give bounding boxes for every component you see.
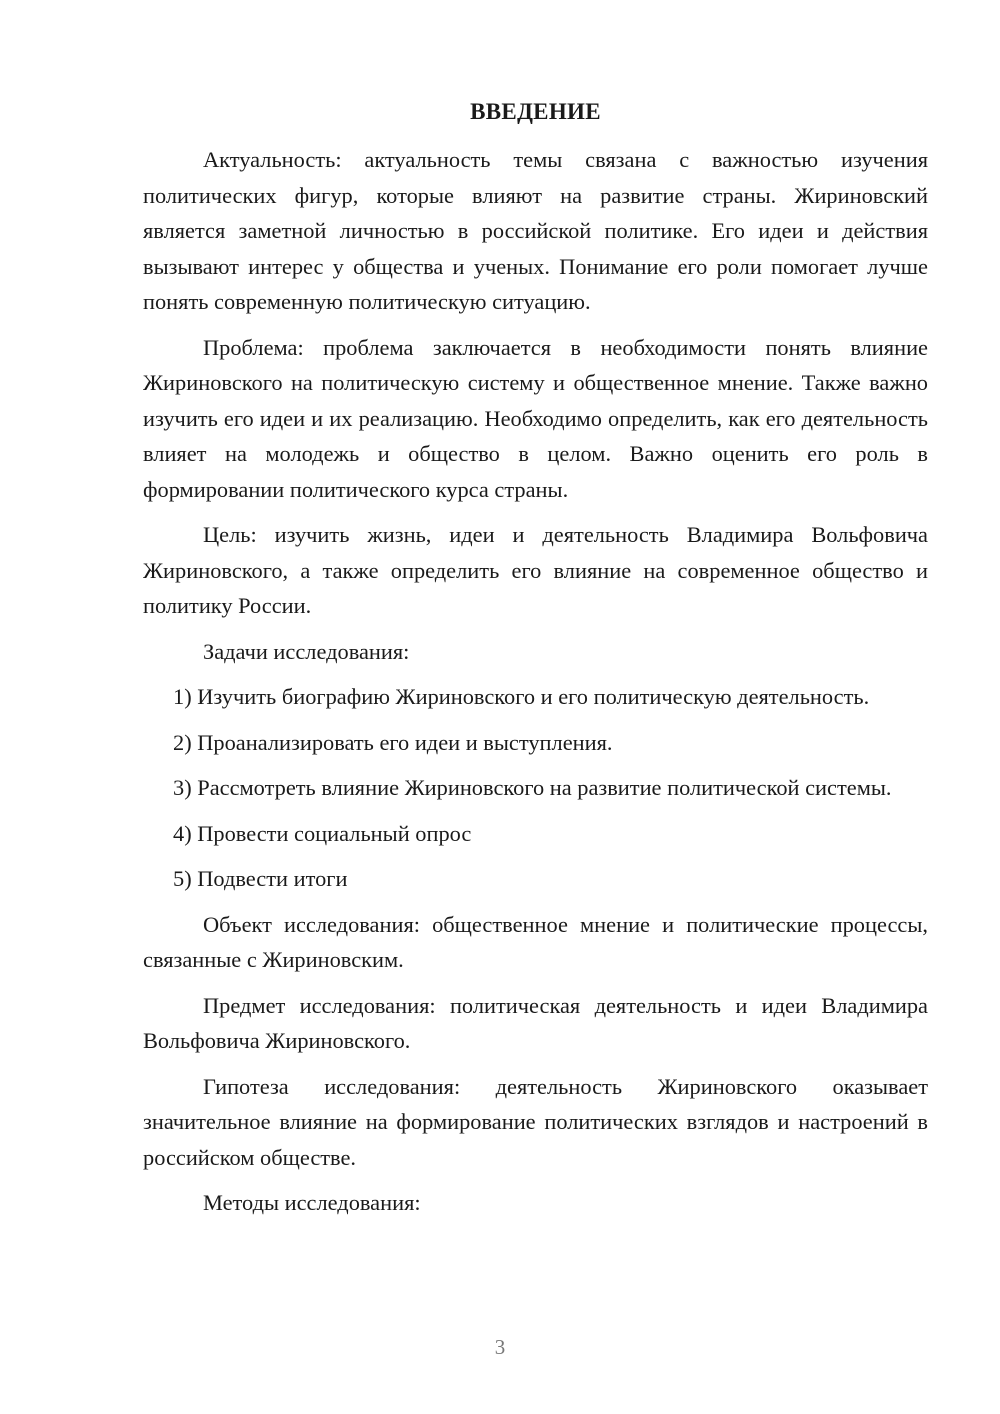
methods-title: Методы исследования: xyxy=(203,1190,421,1215)
tasks-title: Задачи исследования: xyxy=(203,638,410,664)
page-number: 3 xyxy=(494,1335,506,1359)
task-item-4: 4) Провести социальный опрос xyxy=(173,820,472,846)
paragraph-object: Объект исследования: общественное мнение и политические процессы, связанные с Жириновским. xyxy=(143,911,928,972)
paragraph-problem: Проблема: проблема заключается в необходимости понять влияние Жириновского на политическую систему и общественное мнение. Также важно изучить его идеи и их реализацию. Необходимо определить, как его деятельность влияет на молодежь и общество в целом. Важно оценить его роль в формировании политического курса страны. xyxy=(143,334,928,502)
paragraph-subject: Предмет исследования: политическая деятельность и идеи Владимира Вольфовича Жириновского. xyxy=(143,992,928,1053)
task-item-3: 3) Рассмотреть влияние Жириновского на развитие политической системы. xyxy=(173,775,892,800)
page-content xyxy=(143,94,928,1231)
task-item-5: 5) Подвести итоги xyxy=(173,866,348,891)
paragraph-goal: Цель: изучить жизнь, идеи и деятельность Владимира Вольфовича Жириновского, а также определить его влияние на современное общество и политику России. xyxy=(143,522,928,618)
paragraph-hypothesis: Гипотеза исследования: деятельность Жириновского оказывает значительное влияние на формирование политических взглядов и настроений в российском обществе. xyxy=(143,1073,928,1170)
task-item-2: 2) Проанализировать его идеи и выступления. xyxy=(173,729,613,755)
section-heading: ВВЕДЕНИЕ xyxy=(470,99,601,124)
task-item-1: 1) Изучить биографию Жириновского и его политическую деятельность. xyxy=(173,684,870,709)
paragraph-relevance: Актуальность: актуальность темы связана с важностью изучения политических фигур, которые влияют на развитие страны. Жириновский является заметной личностью в российской политике. Его идеи и действия вызывают интерес у общества и ученых. Понимание его роли помогает лучше понять современную политическую ситуацию. xyxy=(143,147,928,314)
